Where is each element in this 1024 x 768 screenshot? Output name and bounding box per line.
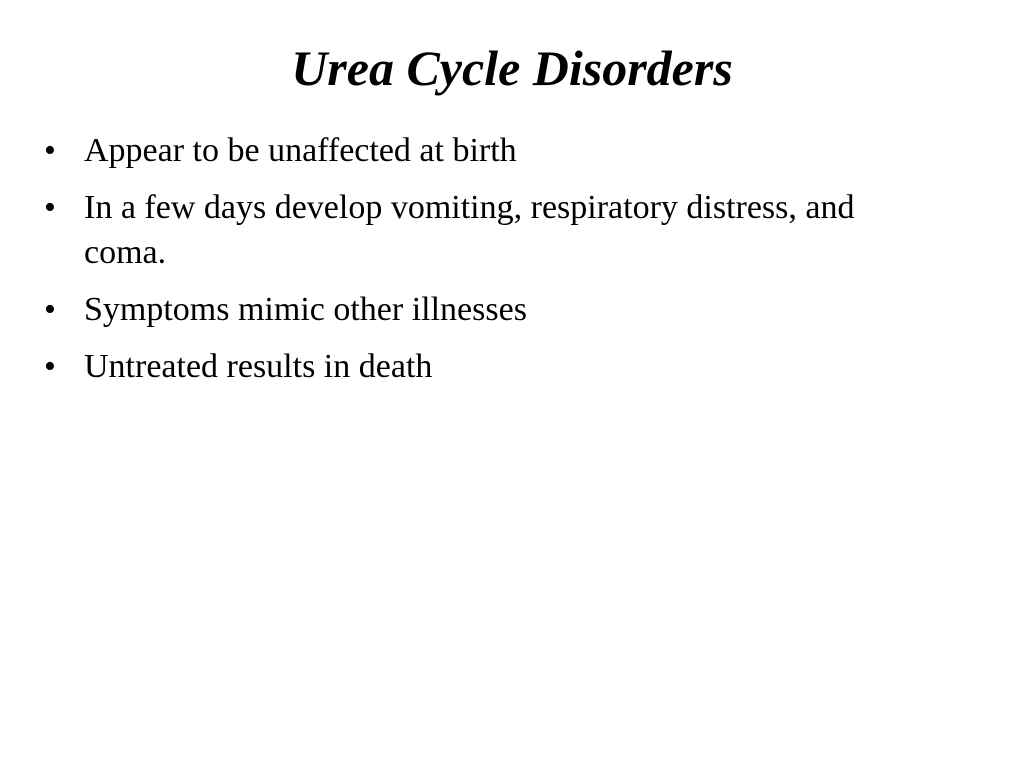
bullet-item xyxy=(44,128,944,173)
bullet-marker: • xyxy=(44,132,56,169)
bullet-marker: • xyxy=(44,189,56,226)
bullet-list xyxy=(44,128,944,401)
slide-title: Urea Cycle Disorders xyxy=(291,40,733,96)
bullet-text: In a few days develop vomiting, respiratory distress, and coma. xyxy=(84,189,855,271)
bullet-item xyxy=(44,185,944,275)
bullet-text: Symptoms mimic other illnesses xyxy=(84,291,527,328)
bullet-marker: • xyxy=(44,348,56,385)
bullet-item xyxy=(44,344,944,389)
bullet-marker: • xyxy=(44,291,56,328)
bullet-item xyxy=(44,287,944,332)
bullet-text: Untreated results in death xyxy=(84,348,433,385)
bullet-text: Appear to be unaffected at birth xyxy=(84,132,517,169)
